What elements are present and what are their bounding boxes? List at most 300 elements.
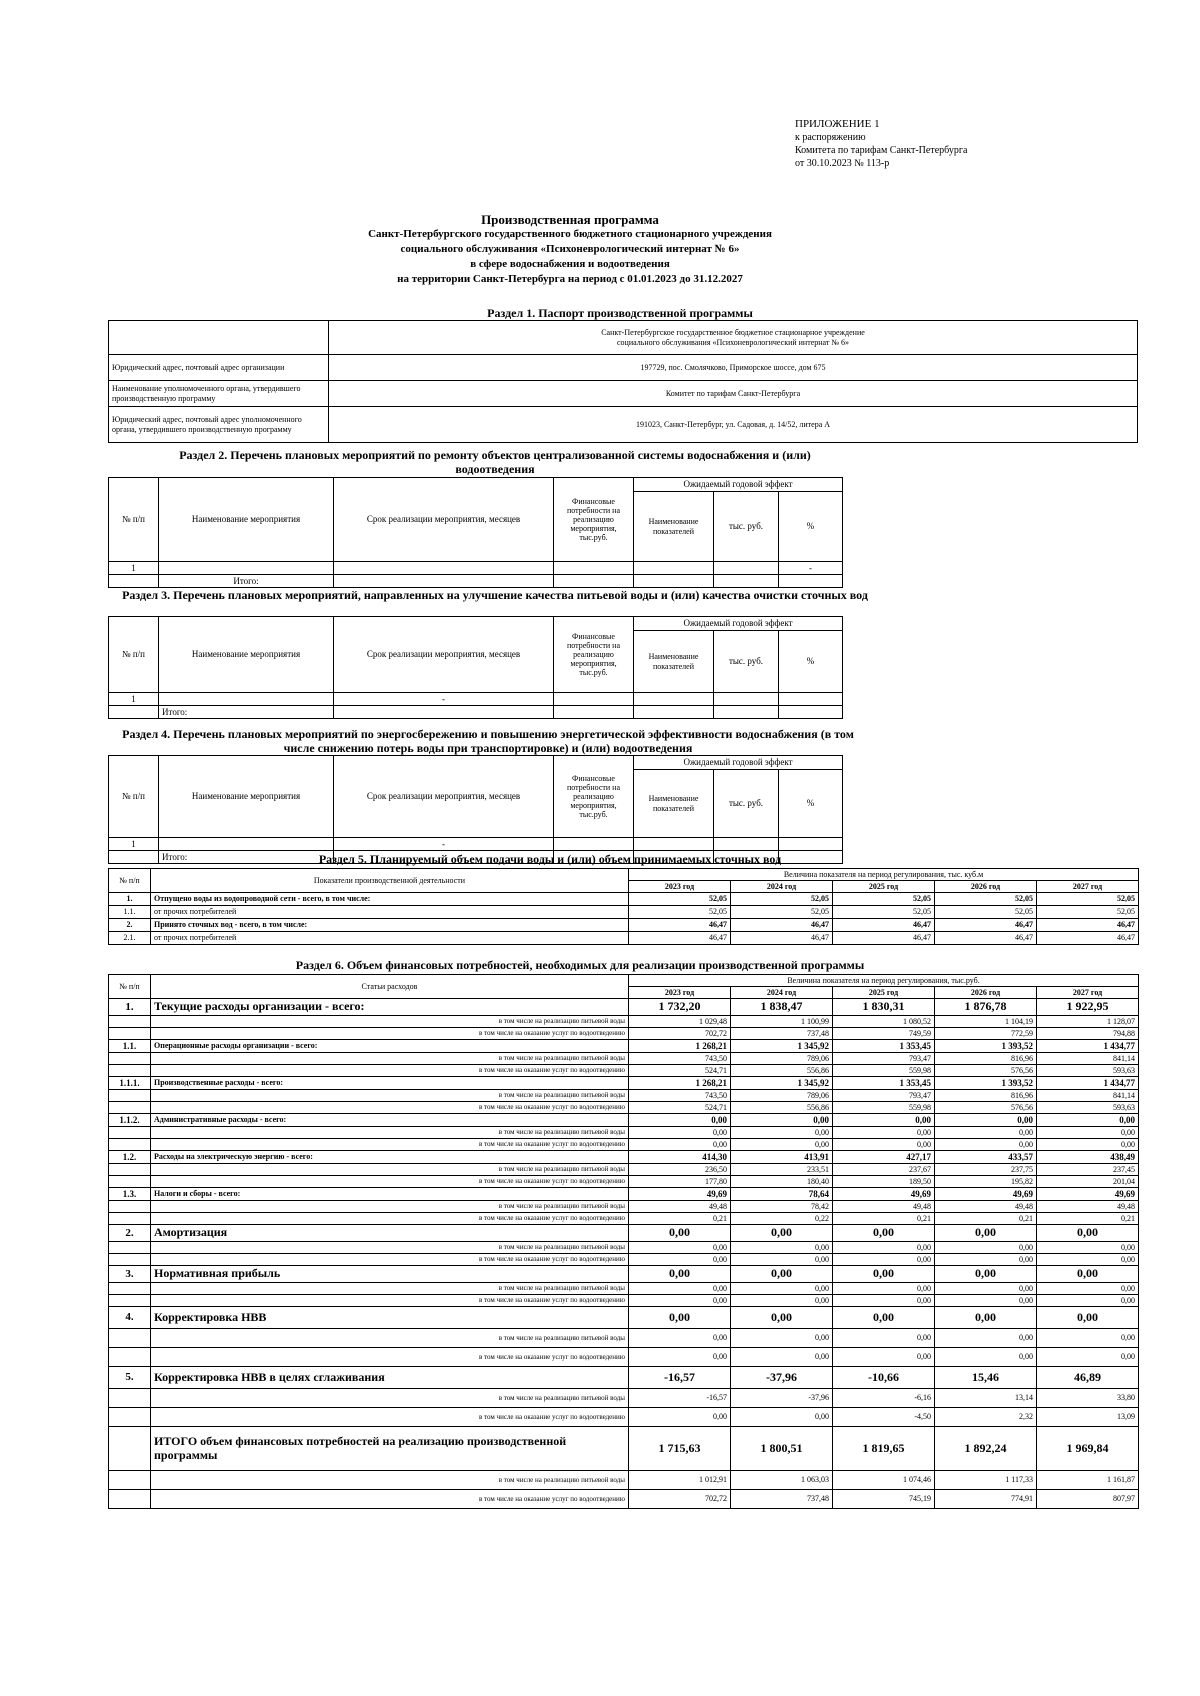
s6-table-row [109, 1188, 1139, 1201]
s6-value-cell: 1 732,20 [629, 999, 731, 1016]
s6-value-cell: 841,14 [1037, 1053, 1139, 1065]
s6-table-row [109, 1427, 1139, 1471]
appendix-block [795, 118, 967, 170]
header-line4: в сфере водоснабжения и водоотведения [470, 258, 670, 270]
s6-row-name: Операционные расходы организации - всего: [151, 1040, 629, 1053]
s2-col-effect: Ожидаемый годовой эффект [634, 478, 843, 492]
s6-value-cell: 1 161,87 [1037, 1471, 1139, 1490]
s4-total: Итого: [159, 851, 334, 864]
s6-table [108, 974, 1139, 1509]
s6-row-no [109, 1471, 151, 1490]
s6-value-cell: 0,00 [731, 1307, 833, 1329]
s6-value-cell: 0,00 [629, 1266, 731, 1283]
s5-year-2: 2025 год [833, 881, 935, 893]
s6-row-no [109, 1127, 151, 1139]
s5-value-cell: 52,05 [1037, 893, 1139, 906]
s6-table-row [109, 1127, 1139, 1139]
s6-value-cell: 559,98 [833, 1102, 935, 1114]
s6-value-cell: 0,21 [935, 1213, 1037, 1225]
s6-value-cell: 414,30 [629, 1151, 731, 1164]
s5-value-cell: 52,05 [1037, 906, 1139, 919]
s6-row-no [109, 1028, 151, 1040]
s4-col-no: № п/п [109, 756, 159, 838]
s6-value-cell: -4,50 [833, 1408, 935, 1427]
s6-value-cell: 1 100,99 [731, 1016, 833, 1028]
s5-row-name: от прочих потребителей [151, 932, 629, 945]
s6-value-cell: 0,21 [629, 1213, 731, 1225]
s6-row-no [109, 1242, 151, 1254]
s6-value-cell: 0,00 [731, 1225, 833, 1242]
s6-value-cell: 0,00 [833, 1127, 935, 1139]
s5-year-4: 2027 год [1037, 881, 1139, 893]
s6-value-cell: 236,50 [629, 1164, 731, 1176]
s6-value-cell: 772,59 [935, 1028, 1037, 1040]
section3-title: Раздел 3. Перечень плановых мероприятий, направленных на улучшение качества питьевой воды и (или) качества очистки сточных вод [122, 588, 868, 602]
s6-value-cell: 195,82 [935, 1176, 1037, 1188]
appendix-line3: от 30.10.2023 № 113-р [795, 158, 890, 169]
s5-row-no: 2. [109, 919, 151, 932]
s6-row-name: в том числе на оказание услуг по водоотведению [151, 1102, 629, 1114]
s6-value-cell: 0,00 [1037, 1307, 1139, 1329]
s6-value-cell: 0,00 [629, 1225, 731, 1242]
s4-row-no: 1 [109, 838, 159, 851]
s6-row-name: Корректировка НВВ в целях сглаживания [151, 1367, 629, 1389]
s5-table-row [109, 932, 1139, 945]
s6-value-cell: 237,75 [935, 1164, 1037, 1176]
s6-value-cell: 0,22 [731, 1213, 833, 1225]
s2-dash: - [779, 562, 843, 575]
s6-row-no: 1. [109, 999, 151, 1016]
s4-col-term: Срок реализации мероприятия, месяцев [334, 756, 554, 838]
s6-value-cell: 237,45 [1037, 1164, 1139, 1176]
s6-value-cell: 0,00 [935, 1139, 1037, 1151]
s6-value-cell: 774,91 [935, 1490, 1037, 1509]
s6-row-no [109, 1176, 151, 1188]
s6-col-items: Статьи расходов [151, 975, 629, 999]
s6-value-cell: 0,00 [731, 1127, 833, 1139]
s6-value-cell: 1 345,92 [731, 1077, 833, 1090]
s6-value-cell: 524,71 [629, 1102, 731, 1114]
s6-value-cell: 1 029,48 [629, 1016, 731, 1028]
s5-value-cell: 46,47 [731, 932, 833, 945]
s6-table-row [109, 1102, 1139, 1114]
passport-auth-addr: 191023, Санкт-Петербург, ул. Садовая, д. 14/52, литера А [329, 407, 1138, 443]
section4-title: Раздел 4. Перечень плановых мероприятий по энергосбережению и повышению энергетической эффективности водоснабжения (в том числе снижению потерь воды при транспортировке) и (или) водоотведения [122, 727, 854, 755]
s6-row-no: 1.2. [109, 1151, 151, 1164]
s6-table-row [109, 1295, 1139, 1307]
document-header [250, 212, 890, 287]
s6-value-cell: 576,56 [935, 1065, 1037, 1077]
s6-value-cell: 0,00 [731, 1408, 833, 1427]
s6-value-cell: 1 353,45 [833, 1040, 935, 1053]
s6-table-row [109, 1266, 1139, 1283]
s6-row-name: в том числе на реализацию питьевой воды [151, 1127, 629, 1139]
s5-value-cell: 46,47 [629, 932, 731, 945]
s6-value-cell: 433,57 [935, 1151, 1037, 1164]
s5-value-cell: 46,47 [1037, 919, 1139, 932]
section2-title: Раздел 2. Перечень плановых мероприятий по ремонту объектов централизованной системы водоснабжения и (или) водоотведения [179, 448, 811, 476]
s5-value-cell: 52,05 [731, 893, 833, 906]
s6-value-cell: 237,67 [833, 1164, 935, 1176]
s6-row-name: Административные расходы - всего: [151, 1114, 629, 1127]
s6-value-cell: 0,00 [629, 1127, 731, 1139]
s6-value-cell: 49,48 [833, 1201, 935, 1213]
s5-value-cell: 46,47 [833, 919, 935, 932]
s6-value-cell: 1 969,84 [1037, 1427, 1139, 1471]
s6-value-cell: 33,80 [1037, 1389, 1139, 1408]
s6-value-cell: 2,32 [935, 1408, 1037, 1427]
s4-col-name: Наименование мероприятия [159, 756, 334, 838]
s6-value-cell: 438,49 [1037, 1151, 1139, 1164]
s6-value-cell: 556,86 [731, 1102, 833, 1114]
s6-year-3: 2026 год [935, 987, 1037, 999]
s6-table-row [109, 1490, 1139, 1509]
s4-table [108, 755, 843, 864]
s6-value-cell: 0,00 [935, 1283, 1037, 1295]
s6-value-cell: 0,00 [935, 1307, 1037, 1329]
s6-value-cell: 816,96 [935, 1090, 1037, 1102]
s6-value-cell: 0,00 [629, 1408, 731, 1427]
s6-row-no: 1.1.2. [109, 1114, 151, 1127]
s6-value-cell: 1 128,07 [1037, 1016, 1139, 1028]
s5-value-cell: 52,05 [935, 906, 1037, 919]
s5-year-3: 2026 год [935, 881, 1037, 893]
s6-value-cell: 1 393,52 [935, 1077, 1037, 1090]
s6-value-cell: 0,00 [833, 1242, 935, 1254]
s6-table-row [109, 1348, 1139, 1367]
s6-value-cell: 189,50 [833, 1176, 935, 1188]
s6-value-cell: 1 104,19 [935, 1016, 1037, 1028]
header-title: Производственная программа [481, 212, 659, 227]
section6-title: Раздел 6. Объем финансовых потребностей, необходимых для реализации производственной программы [295, 958, 865, 972]
s6-table-row [109, 1329, 1139, 1348]
s6-value-cell: 49,48 [629, 1201, 731, 1213]
s6-row-no: 1.3. [109, 1188, 151, 1201]
s6-value-cell: 0,00 [1037, 1254, 1139, 1266]
s6-row-name: в том числе на реализацию питьевой воды [151, 1329, 629, 1348]
s6-value-cell: 1 892,24 [935, 1427, 1037, 1471]
s6-value-cell: 78,42 [731, 1201, 833, 1213]
passport-table [108, 320, 1138, 443]
s6-value-cell: 0,00 [1037, 1139, 1139, 1151]
s6-table-row [109, 1139, 1139, 1151]
s6-value-cell: 0,00 [629, 1283, 731, 1295]
s6-value-cell: 576,56 [935, 1102, 1037, 1114]
passport-auth-label: Наименование уполномоченного органа, утвердившего производственную программу [109, 381, 329, 407]
s6-value-cell: 0,00 [833, 1139, 935, 1151]
s6-value-cell: 233,51 [731, 1164, 833, 1176]
s6-year-1: 2024 год [731, 987, 833, 999]
s6-value-cell: 702,72 [629, 1490, 731, 1509]
s6-table-row [109, 1254, 1139, 1266]
s6-row-name: ИТОГО объем финансовых потребностей на реализацию производственной программы [151, 1427, 629, 1471]
s6-table-row [109, 1176, 1139, 1188]
s6-row-name: в том числе на оказание услуг по водоотведению [151, 1176, 629, 1188]
s6-value-cell: 593,63 [1037, 1065, 1139, 1077]
s2-col-pct: % [779, 492, 843, 562]
s4-col-rub: тыс. руб. [714, 770, 779, 838]
s3-row-no: 1 [109, 693, 159, 706]
s6-row-no: 2. [109, 1225, 151, 1242]
s6-row-no [109, 1389, 151, 1408]
s6-value-cell: 0,00 [1037, 1283, 1139, 1295]
s6-row-no [109, 1329, 151, 1348]
s6-row-no: 3. [109, 1266, 151, 1283]
s3-table [108, 616, 843, 719]
s6-value-cell: 0,00 [833, 1348, 935, 1367]
s4-dash: - [334, 838, 554, 851]
s5-table [108, 868, 1139, 945]
s6-value-cell: 1 268,21 [629, 1077, 731, 1090]
s6-row-no [109, 1102, 151, 1114]
s6-value-cell: 1 117,33 [935, 1471, 1037, 1490]
s6-value-cell: 0,00 [935, 1348, 1037, 1367]
s6-value-cell: 0,00 [731, 1242, 833, 1254]
s6-row-no [109, 1283, 151, 1295]
s4-col-ind: Наименование показателей [634, 770, 714, 838]
passport-addr: 197729, пос. Смолячково, Приморское шоссе, дом 675 [329, 355, 1138, 381]
s5-value-cell: 52,05 [833, 893, 935, 906]
s6-value-cell: 1 268,21 [629, 1040, 731, 1053]
passport-org: Санкт-Петербургское государственное бюджетное стационарное учреждение социального обслуживания «Психоневрологический интернат № 6» [329, 321, 1138, 355]
s6-table-row [109, 1114, 1139, 1127]
s3-col-name: Наименование мероприятия [159, 617, 334, 693]
s5-year-1: 2024 год [731, 881, 833, 893]
s6-value-cell: 1 800,51 [731, 1427, 833, 1471]
s6-row-no [109, 1016, 151, 1028]
s6-table-row [109, 1408, 1139, 1427]
s5-year-0: 2023 год [629, 881, 731, 893]
s6-col-period: Величина показателя на период регулирования, тыс.руб. [629, 975, 1139, 987]
s6-table-row [109, 1213, 1139, 1225]
s6-value-cell: 702,72 [629, 1028, 731, 1040]
s6-table-row [109, 1053, 1139, 1065]
s6-year-2: 2025 год [833, 987, 935, 999]
s6-value-cell: 0,00 [935, 1127, 1037, 1139]
s6-table-row [109, 1201, 1139, 1213]
s5-value-cell: 46,47 [629, 919, 731, 932]
s6-table-row [109, 1471, 1139, 1490]
s6-value-cell: 743,50 [629, 1090, 731, 1102]
s6-value-cell: 1 012,91 [629, 1471, 731, 1490]
s6-value-cell: 0,00 [1037, 1348, 1139, 1367]
s2-table [108, 477, 843, 588]
s2-row-no: 1 [109, 562, 159, 575]
s6-value-cell: 0,00 [731, 1114, 833, 1127]
s5-table-row [109, 919, 1139, 932]
s5-value-cell: 52,05 [731, 906, 833, 919]
s6-value-cell: 789,06 [731, 1053, 833, 1065]
s6-table-row [109, 1016, 1139, 1028]
s6-value-cell: 816,96 [935, 1053, 1037, 1065]
s6-year-0: 2023 год [629, 987, 731, 999]
s5-value-cell: 46,47 [935, 932, 1037, 945]
s6-row-name: Амортизация [151, 1225, 629, 1242]
s6-value-cell: 13,09 [1037, 1408, 1139, 1427]
s6-value-cell: 0,00 [935, 1329, 1037, 1348]
s6-row-no [109, 1201, 151, 1213]
s6-row-name: в том числе на реализацию питьевой воды [151, 1164, 629, 1176]
s6-value-cell: 559,98 [833, 1065, 935, 1077]
s6-value-cell: 0,00 [629, 1139, 731, 1151]
s6-value-cell: 1 819,65 [833, 1427, 935, 1471]
s6-row-name: в том числе на реализацию питьевой воды [151, 1471, 629, 1490]
s6-value-cell: 0,00 [731, 1139, 833, 1151]
s6-value-cell: -6,16 [833, 1389, 935, 1408]
s3-col-ind: Наименование показателей [634, 631, 714, 693]
s6-row-no [109, 1090, 151, 1102]
s6-value-cell: 0,00 [833, 1307, 935, 1329]
s5-row-no: 1.1. [109, 906, 151, 919]
s6-value-cell: 0,21 [833, 1213, 935, 1225]
s6-value-cell: 1 345,92 [731, 1040, 833, 1053]
s3-dash: - [334, 693, 554, 706]
s6-value-cell: 0,00 [833, 1329, 935, 1348]
appendix-title: ПРИЛОЖЕНИЕ 1 [795, 118, 880, 130]
s6-row-no [109, 1164, 151, 1176]
s6-value-cell: 0,00 [833, 1114, 935, 1127]
s6-value-cell: 177,80 [629, 1176, 731, 1188]
s6-value-cell: 524,71 [629, 1065, 731, 1077]
s6-row-no: 5. [109, 1367, 151, 1389]
s2-total: Итого: [159, 575, 334, 588]
s6-value-cell: 13,14 [935, 1389, 1037, 1408]
s6-row-name: в том числе на реализацию питьевой воды [151, 1053, 629, 1065]
s3-col-effect: Ожидаемый годовой эффект [634, 617, 843, 631]
s6-value-cell: 749,59 [833, 1028, 935, 1040]
s6-table-row [109, 1090, 1139, 1102]
s6-value-cell: 0,00 [1037, 1295, 1139, 1307]
s6-value-cell: 793,47 [833, 1053, 935, 1065]
s6-row-no: 1.1. [109, 1040, 151, 1053]
s6-value-cell: 1 876,78 [935, 999, 1037, 1016]
passport-addr-label: Юридический адрес, почтовый адрес организации [109, 355, 329, 381]
s6-value-cell: 49,69 [833, 1188, 935, 1201]
header-line3: социального обслуживания «Психоневрологический интернат № 6» [400, 243, 740, 255]
s5-row-name: от прочих потребителей [151, 906, 629, 919]
s6-table-row [109, 1040, 1139, 1053]
passport-empty-cell [109, 321, 329, 355]
s6-row-name: в том числе на оказание услуг по водоотведению [151, 1408, 629, 1427]
s6-value-cell: 0,00 [629, 1307, 731, 1329]
s6-value-cell: 15,46 [935, 1367, 1037, 1389]
s5-value-cell: 46,47 [731, 919, 833, 932]
s4-col-effect: Ожидаемый годовой эффект [634, 756, 843, 770]
s3-col-rub: тыс. руб. [714, 631, 779, 693]
s6-value-cell: 0,00 [935, 1295, 1037, 1307]
s6-row-name: Корректировка НВВ [151, 1307, 629, 1329]
s6-value-cell: 0,00 [1037, 1266, 1139, 1283]
s6-value-cell: 1 063,03 [731, 1471, 833, 1490]
s6-table-row [109, 1283, 1139, 1295]
passport-auth-addr-label: Юридический адрес, почтовый адрес уполномоченного органа, утвердившего производственную программу [109, 407, 329, 443]
s6-value-cell: 49,69 [935, 1188, 1037, 1201]
s6-value-cell: 78,64 [731, 1188, 833, 1201]
s5-row-no: 1. [109, 893, 151, 906]
s6-row-no [109, 1053, 151, 1065]
s2-col-no: № п/п [109, 478, 159, 562]
s6-row-no [109, 1427, 151, 1471]
s6-table-row [109, 1225, 1139, 1242]
s6-value-cell: 0,00 [629, 1348, 731, 1367]
s3-col-no: № п/п [109, 617, 159, 693]
s6-value-cell: 0,00 [935, 1254, 1037, 1266]
s4-col-pct: % [779, 770, 843, 838]
s6-value-cell: 1 434,77 [1037, 1077, 1139, 1090]
s6-row-name: в том числе на оказание услуг по водоотведению [151, 1295, 629, 1307]
s6-row-no [109, 1213, 151, 1225]
s6-row-no [109, 1254, 151, 1266]
s5-value-cell: 46,47 [1037, 932, 1139, 945]
s6-row-name: в том числе на оказание услуг по водоотведению [151, 1213, 629, 1225]
s6-table-row [109, 1307, 1139, 1329]
s5-table-row [109, 893, 1139, 906]
s6-row-name: Производственные расходы - всего: [151, 1077, 629, 1090]
s6-table-row [109, 1065, 1139, 1077]
s6-row-no [109, 1295, 151, 1307]
s6-value-cell: 0,00 [629, 1254, 731, 1266]
s6-value-cell: 0,00 [629, 1114, 731, 1127]
s6-row-name: в том числе на оказание услуг по водоотведению [151, 1028, 629, 1040]
s6-value-cell: 0,00 [1037, 1127, 1139, 1139]
s6-value-cell: 0,00 [1037, 1225, 1139, 1242]
s6-table-row [109, 1077, 1139, 1090]
s6-value-cell: 0,21 [1037, 1213, 1139, 1225]
s6-value-cell: 0,00 [731, 1295, 833, 1307]
s5-value-cell: 52,05 [629, 893, 731, 906]
s6-value-cell: 49,69 [1037, 1188, 1139, 1201]
s6-value-cell: 1 434,77 [1037, 1040, 1139, 1053]
s6-value-cell: 0,00 [731, 1283, 833, 1295]
s5-col-period: Величина показателя на период регулирования, тыс. куб.м [629, 869, 1139, 881]
s6-value-cell: 1 393,52 [935, 1040, 1037, 1053]
s6-table-row [109, 1164, 1139, 1176]
s6-value-cell: 0,00 [1037, 1114, 1139, 1127]
s6-row-no [109, 1348, 151, 1367]
s6-value-cell: 1 080,52 [833, 1016, 935, 1028]
s6-value-cell: 0,00 [629, 1242, 731, 1254]
s6-value-cell: -37,96 [731, 1367, 833, 1389]
s6-value-cell: 0,00 [629, 1329, 731, 1348]
s6-value-cell: 0,00 [833, 1225, 935, 1242]
s6-value-cell: 0,00 [935, 1114, 1037, 1127]
s6-row-name: в том числе на реализацию питьевой воды [151, 1016, 629, 1028]
s6-table-row [109, 1367, 1139, 1389]
s6-value-cell: 745,19 [833, 1490, 935, 1509]
s6-row-no [109, 1408, 151, 1427]
s6-value-cell: -16,57 [629, 1367, 731, 1389]
s6-value-cell: 793,47 [833, 1090, 935, 1102]
s6-value-cell: 593,63 [1037, 1102, 1139, 1114]
s6-value-cell: 789,06 [731, 1090, 833, 1102]
s6-table-row [109, 1389, 1139, 1408]
s6-row-name: в том числе на реализацию питьевой воды [151, 1283, 629, 1295]
s5-value-cell: 52,05 [629, 906, 731, 919]
s6-value-cell: 1 838,47 [731, 999, 833, 1016]
s6-value-cell: 807,97 [1037, 1490, 1139, 1509]
s6-row-name: в том числе на оказание услуг по водоотведению [151, 1348, 629, 1367]
s5-row-no: 2.1. [109, 932, 151, 945]
appendix-line2: Комитета по тарифам Санкт-Петербурга [795, 145, 968, 156]
s6-value-cell: 49,69 [629, 1188, 731, 1201]
s6-value-cell: 1 830,31 [833, 999, 935, 1016]
s6-value-cell: 1 353,45 [833, 1077, 935, 1090]
s6-value-cell: 0,00 [1037, 1329, 1139, 1348]
s5-row-name: Отпущено воды из водопроводной сети - всего, в том числе: [151, 893, 629, 906]
s6-row-no [109, 1065, 151, 1077]
s6-row-name: в том числе на оказание услуг по водоотведению [151, 1065, 629, 1077]
s6-row-name: в том числе на оказание услуг по водоотведению [151, 1254, 629, 1266]
